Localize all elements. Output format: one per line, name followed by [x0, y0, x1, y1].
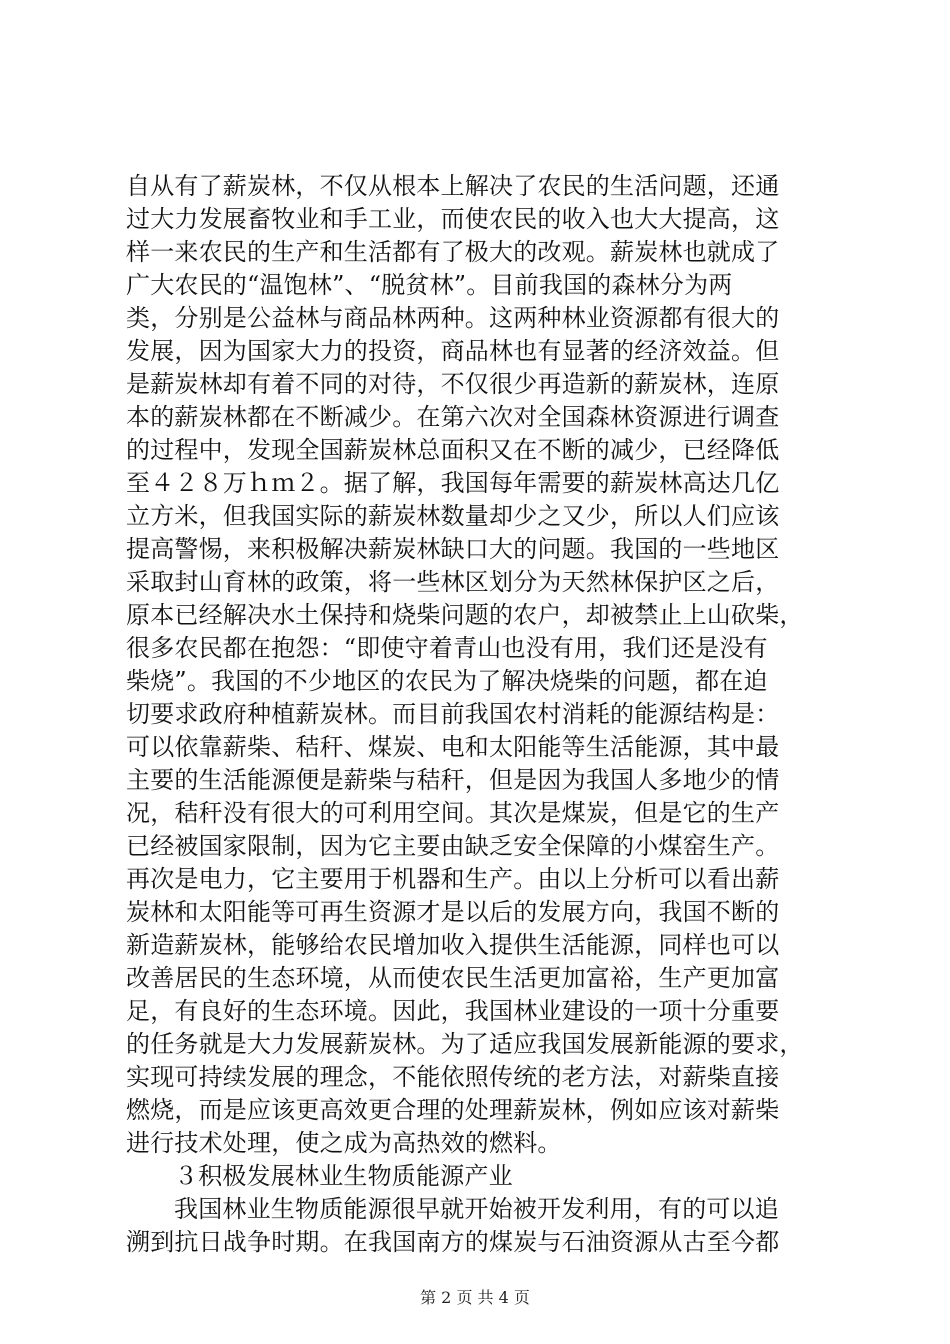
text-line: 我国林业生物质能源很早就开始被开发利用，有的可以追 [174, 1195, 779, 1223]
section-heading: ３积极发展林业生物质能源产业 [174, 1162, 513, 1190]
text-line: 类，分别是公益林与商品林两种。这两种林业资源都有很大的 [126, 304, 780, 332]
text-line: 原本已经解决水土保持和烧柴问题的农户，却被禁止上山砍柴， [126, 601, 804, 629]
text-line: 溯到抗日战争时期。在我国南方的煤炭与石油资源从古至今都 [126, 1228, 780, 1256]
text-line: 足，有良好的生态环境。因此，我国林业建设的一项十分重要 [126, 997, 780, 1025]
text-line: 已经被国家限制，因为它主要由缺乏安全保障的小煤窑生产。 [126, 832, 780, 860]
text-line: 过大力发展畜牧业和手工业，而使农民的收入也大大提高，这 [126, 205, 780, 233]
text-line: 实现可持续发展的理念，不能依照传统的老方法，对薪柴直接 [126, 1063, 780, 1091]
text-line: 样一来农民的生产和生活都有了极大的改观。薪炭林也就成了 [126, 238, 780, 266]
page-number-footer: 第 2 页 共 4 页 [420, 1288, 530, 1307]
text-line: 炭林和太阳能等可再生资源才是以后的发展方向，我国不断的 [126, 898, 780, 926]
document-body [126, 170, 838, 1259]
text-line: 主要的生活能源便是薪柴与秸秆，但是因为我国人多地少的情 [126, 766, 780, 794]
text-line: 本的薪炭林都在不断减少。在第六次对全国森林资源进行调查 [126, 403, 780, 431]
text-line: 广大农民的“温饱林”、“脱贫林”。目前我国的森林分为两 [126, 271, 733, 299]
text-line: 改善居民的生态环境，从而使农民生活更加富裕，生产更加富 [126, 964, 780, 992]
text-line: 新造薪炭林，能够给农民增加收入提供生活能源，同样也可以 [126, 931, 780, 959]
text-line: 可以依靠薪柴、秸秆、煤炭、电和太阳能等生活能源，其中最 [126, 733, 780, 761]
paragraph-2 [126, 1193, 838, 1259]
text-line: 很多农民都在抱怨：“即使守着青山也没有用，我们还是没有 [126, 634, 768, 662]
text-line: 发展，因为国家大力的投资，商品林也有显著的经济效益。但 [126, 337, 780, 365]
text-line: 柴烧”。我国的不少地区的农民为了解决烧柴的问题，都在迫 [126, 667, 768, 695]
text-line: 燃烧，而是应该更高效更合理的处理薪炭林，例如应该对薪柴 [126, 1096, 780, 1124]
text-line: 至４２８万ｈｍ２。据了解，我国每年需要的薪炭林高达几亿 [126, 469, 780, 497]
text-line: 的过程中，发现全国薪炭林总面积又在不断的减少，已经降低 [126, 436, 780, 464]
text-line: 提高警惕，来积极解决薪炭林缺口大的问题。我国的一些地区 [126, 535, 780, 563]
text-line: 切要求政府种植薪炭林。而目前我国农村消耗的能源结构是： [126, 700, 780, 728]
text-line: 再次是电力，它主要用于机器和生产。由以上分析可以看出薪 [126, 865, 780, 893]
text-line: 况，秸秆没有很大的可利用空间。其次是煤炭，但是它的生产 [126, 799, 780, 827]
text-line: 自从有了薪炭林，不仅从根本上解决了农民的生活问题，还通 [126, 172, 780, 200]
text-line: 立方米，但我国实际的薪炭林数量却少之又少，所以人们应该 [126, 502, 780, 530]
text-line: 的任务就是大力发展薪炭林。为了适应我国发展新能源的要求， [126, 1030, 804, 1058]
text-line: 进行技术处理，使之成为高热效的燃料。 [126, 1129, 562, 1157]
text-line: 是薪炭林却有着不同的对待，不仅很少再造新的薪炭林，连原 [126, 370, 780, 398]
paragraph-1 [126, 170, 838, 1160]
text-line: 采取封山育林的政策，将一些林区划分为天然林保护区之后， [126, 568, 780, 596]
